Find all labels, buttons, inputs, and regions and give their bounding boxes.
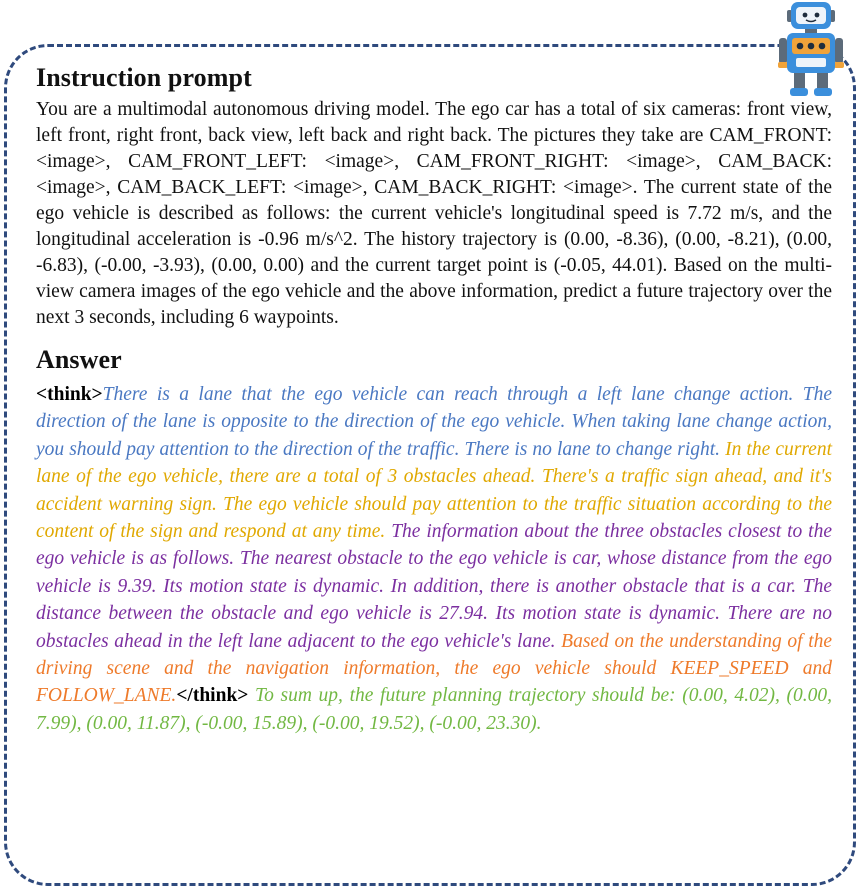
sign-reasoning: In the current lane of the ego vehicle, there are a total of 3 obstacles ahead. There's a traffic sign ahead, and it's accident warning sign. The ego vehicle should pay attention to the traffic situation according to the content of the sign and respond at any time. [36, 438, 833, 543]
think-open-tag: <think> [36, 384, 103, 405]
instruction-title: Instruction prompt [36, 63, 252, 92]
answer-title: Answer [36, 345, 122, 374]
decision-reasoning: Based on the understanding of the driving scene and the navigation information, the ego vehicle should KEEP_SPEED and FOLLOW_LANE. [36, 630, 833, 707]
lane-reasoning: There is a lane that the ego vehicle can reach through a left lane change action. The direction of the lane is opposite to the direction of the ego vehicle. When taking lane change action, you should pay attention to the direction of the traffic. There is no lane to change right. [36, 384, 832, 460]
obstacle-reasoning: The information about the three obstacles closest to the ego vehicle is as follows. The nearest obstacle to the ego vehicle is car, whose distance from the ego vehicle is 9.39. Its motion state is dynamic. In addition, there is another obstacle that is a car. The distance between the obstacle and ego vehicle is 27.94. Its motion state is dynamic. There are no obstacles ahead in the left lane adjacent to the ego vehicle's lane. [36, 521, 832, 652]
think-close-tag: </think> [176, 685, 249, 707]
instruction-text: You are a multimodal autonomous driving model. The ego car has a total of six cameras: front view, left front, right front, back view, left back and right back. The pictures they take are CAM_FRONT: <image>, CAM_FRONT_LEFT: <image>, CAM_FRONT_RIGHT: <image>, CAM_BACK: <image>, CAM_BACK_LEFT: <image>, CAM_BACK_RIGHT: <image>. The current state of the ego vehicle is described as follows: the current vehicle's longitudinal speed is 7.72 m/s, and the longitudinal acceleration is -0.96 m/s^2. The history trajectory is (0.00, -8.36), (0.00, -8.21), (0.00, -6.83), (-0.00, -3.93), (0.00, 0.00) and the current target point is (-0.05, 44.01). Based on the multi-view camera images of the ego vehicle and the above information, predict a future trajectory over the next 3 seconds, including 6 waypoints. [36, 99, 832, 328]
answer-text [36, 381, 832, 737]
trajectory-summary: To sum up, the future planning trajectory should be: (0.00, 4.02), (0.00, 7.99), (0.00, 11.87), (-0.00, 15.89), (-0.00, 19.52), (-0.00, 23.30). [36, 685, 832, 734]
card-content [36, 61, 832, 737]
